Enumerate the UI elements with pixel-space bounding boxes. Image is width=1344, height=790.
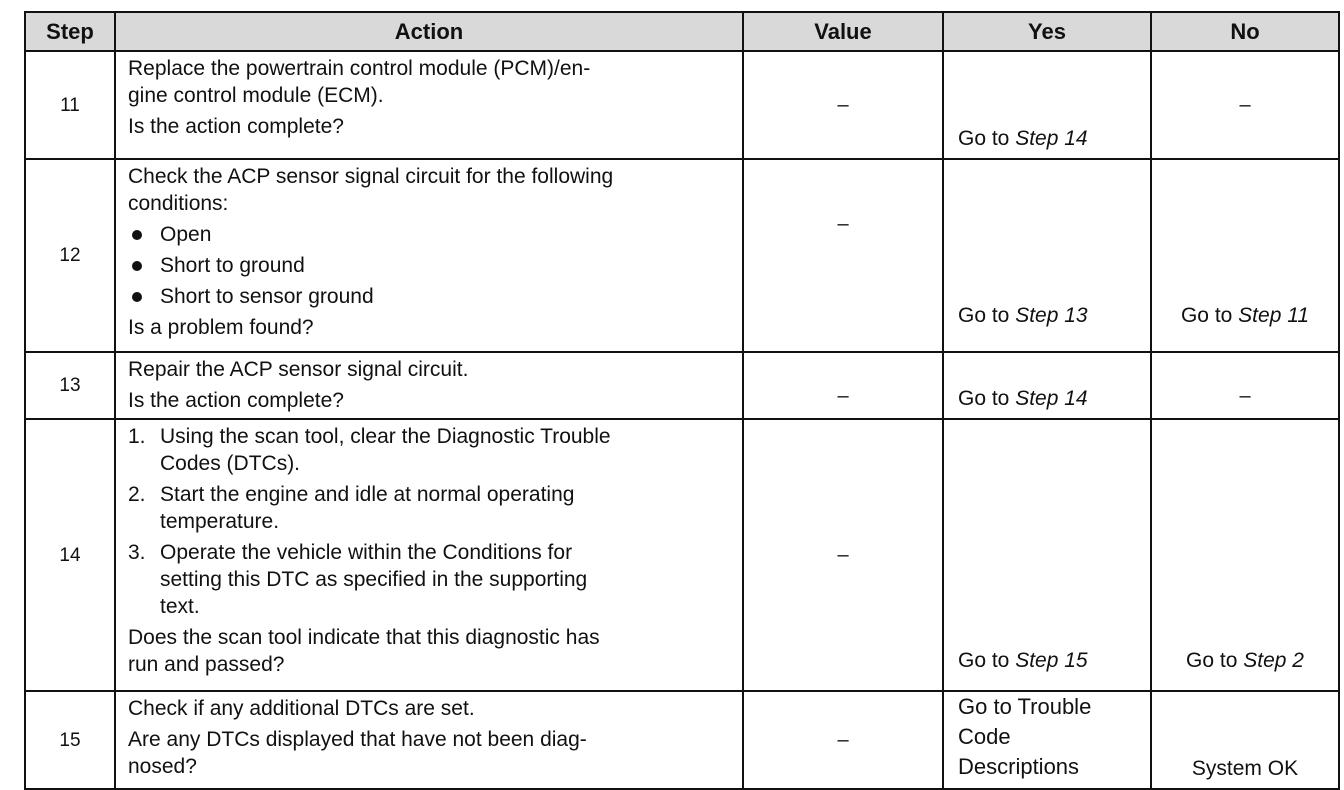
yes-prefix: Go to (958, 387, 1016, 410)
no-step-link: Step 2 (1243, 649, 1304, 672)
action-text: gine control module (ECM). (128, 84, 384, 107)
action-text: conditions: (128, 192, 229, 215)
action-cell (115, 352, 743, 419)
value-cell (743, 419, 943, 691)
yes-step-link: Step 15 (1015, 649, 1088, 672)
yes-prefix: Go to (958, 304, 1016, 327)
header-action: Action (115, 12, 743, 51)
action-question: Is the action complete? (128, 115, 344, 138)
header-value: Value (743, 12, 943, 51)
no-text: – (1239, 94, 1251, 116)
condition-item: Open (128, 221, 730, 248)
value-cell (743, 352, 943, 419)
action-text: Replace the powertrain control module (PCM)/en- (128, 57, 591, 80)
no-text: System OK (1191, 757, 1299, 780)
header-no: No (1151, 12, 1339, 51)
no-prefix: Go to (1180, 304, 1239, 327)
value-text: – (837, 385, 849, 407)
action-text: Repair the ACP sensor signal circuit. (128, 358, 469, 381)
yes-step-link: Step 13 (1015, 304, 1088, 327)
numbered-step: 2. Start the engine and idle at normal operating temperature. (128, 483, 575, 533)
value-text: – (837, 544, 849, 566)
step-number: 13 (25, 352, 115, 419)
step-number: 14 (25, 419, 115, 691)
numbered-step: 3. Operate the vehicle within the Conditions for setting this DTC as specified in the supporting text. (128, 541, 588, 618)
condition-item: Short to sensor ground (128, 283, 730, 310)
yes-prefix: Go to (958, 649, 1016, 672)
action-cell (115, 691, 743, 789)
action-text: Check if any additional DTCs are set. (128, 697, 475, 720)
table-row (25, 51, 1339, 159)
value-text: – (837, 729, 849, 751)
value-cell (743, 159, 943, 352)
table-header-row (25, 12, 1339, 51)
no-cell (1151, 691, 1339, 789)
step-number: 12 (25, 159, 115, 352)
bullet-icon (132, 292, 142, 302)
yes-cell (943, 691, 1151, 789)
no-cell (1151, 159, 1339, 352)
action-question: Are any DTCs displayed that have not been diag- (128, 728, 587, 751)
table-row (25, 419, 1339, 691)
step-number: 15 (25, 691, 115, 789)
value-cell (743, 51, 943, 159)
step-number: 11 (25, 51, 115, 159)
yes-text: Code (958, 724, 1011, 749)
numbered-step: 1. Using the scan tool, clear the Diagnostic Trouble Codes (DTCs). (128, 425, 611, 475)
no-step-link: Step 11 (1238, 304, 1310, 327)
value-text: – (837, 94, 849, 116)
no-prefix: Go to (1186, 649, 1244, 672)
header-yes: Yes (943, 12, 1151, 51)
no-text: – (1239, 385, 1251, 407)
condition-item: Short to ground (128, 252, 730, 279)
no-cell (1151, 51, 1339, 159)
action-cell (115, 419, 743, 691)
action-question: run and passed? (128, 653, 285, 676)
table-row (25, 352, 1339, 419)
action-question: Is a problem found? (128, 316, 314, 339)
action-cell (115, 159, 743, 352)
no-cell (1151, 419, 1339, 691)
yes-cell (943, 51, 1151, 159)
action-question: nosed? (128, 755, 197, 778)
yes-step-link: Step 14 (1015, 387, 1088, 410)
yes-text: Descriptions (958, 754, 1080, 779)
yes-cell (943, 352, 1151, 419)
table-row (25, 159, 1339, 352)
yes-text: Go to Trouble (958, 694, 1092, 719)
yes-step-link: Step 14 (1015, 127, 1088, 150)
yes-cell (943, 159, 1151, 352)
header-step: Step (25, 12, 115, 51)
diagnostic-table (24, 11, 1340, 790)
table-row (25, 691, 1339, 789)
value-cell (743, 691, 943, 789)
value-text: – (837, 213, 849, 235)
action-cell (115, 51, 743, 159)
bullet-icon (132, 261, 142, 271)
action-question: Does the scan tool indicate that this diagnostic has (128, 626, 600, 649)
no-cell (1151, 352, 1339, 419)
bullet-icon (132, 230, 142, 240)
yes-prefix: Go to (958, 127, 1016, 150)
action-text: Check the ACP sensor signal circuit for the following (128, 165, 614, 188)
yes-cell (943, 419, 1151, 691)
action-question: Is the action complete? (128, 389, 344, 412)
